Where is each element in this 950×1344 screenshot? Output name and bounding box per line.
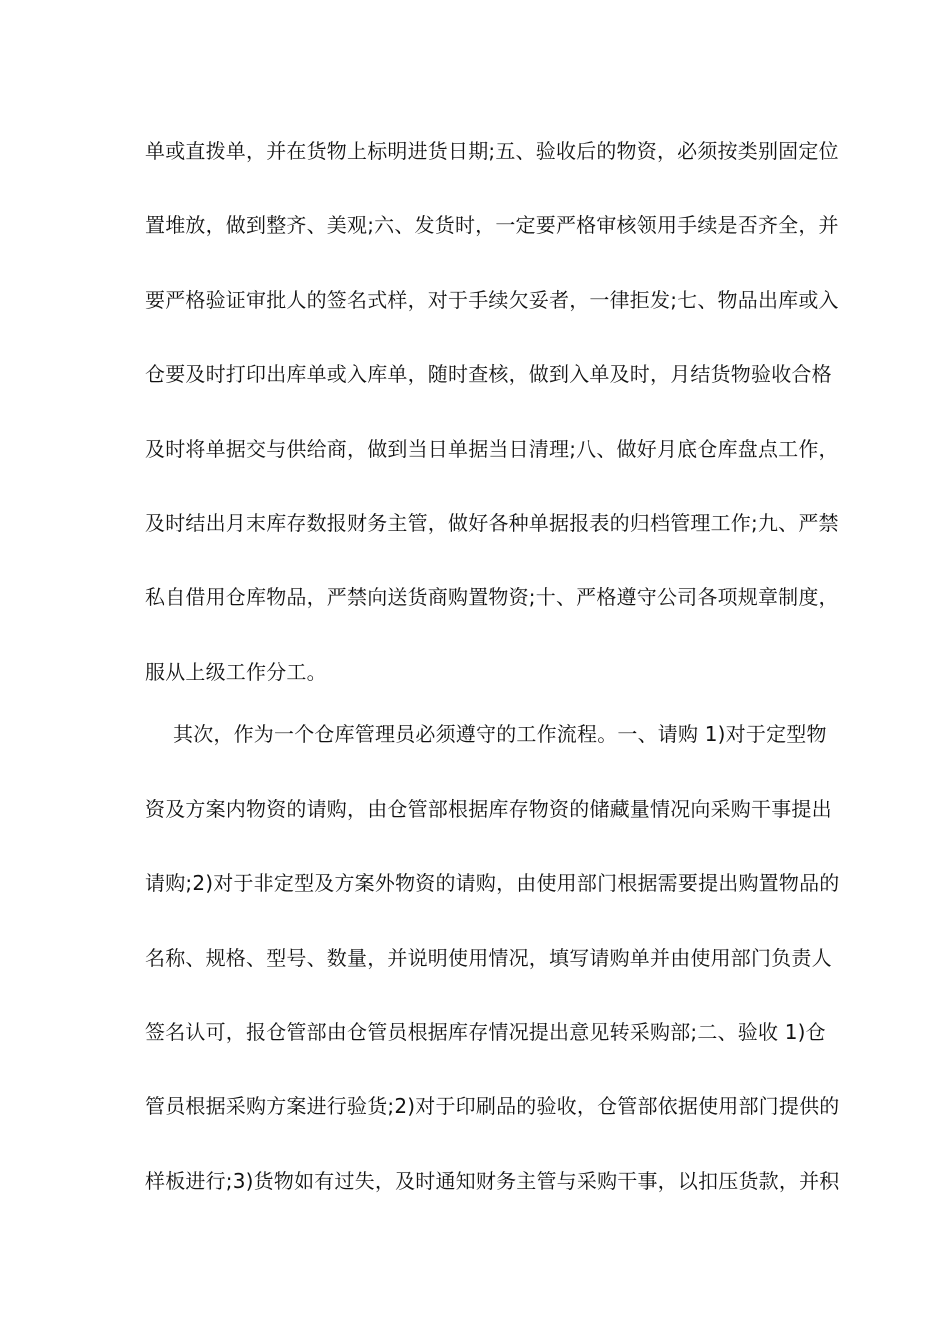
text-line: 管员根据采购方案进行验货;2)对于印刷品的验收，仓管部依据使用部门提供的: [145, 1094, 840, 1118]
text-line: 签名认可，报仓管部由仓管员根据库存情况提出意见转采购部;二、验收 1)仓: [145, 1020, 826, 1044]
text-line: 要严格验证审批人的签名式样，对于手续欠妥者，一律拒发;七、物品出库或入: [145, 288, 839, 312]
text-line: 名称、规格、型号、数量，并说明使用情况，填写请购单并由使用部门负责人: [145, 946, 832, 970]
text-line: 单或直拨单，并在货物上标明进货日期;五、验收后的物资，必须按类别固定位: [145, 139, 839, 163]
text-line: 请购;2)对于非定型及方案外物资的请购，由使用部门根据需要提出购置物品的: [145, 871, 840, 895]
text-line: 服从上级工作分工。: [145, 660, 327, 684]
text-line: 仓要及时打印出库单或入库单，随时查核，做到入单及时，月结货物验收合格: [145, 362, 832, 386]
text-line: 私自借用仓库物品，严禁向送货商购置物资;十、严格遵守公司各项规章制度，: [145, 585, 839, 609]
text-line: 及时将单据交与供给商，做到当日单据当日清理;八、做好月底仓库盘点工作，: [145, 437, 839, 461]
text-line: 资及方案内物资的请购，由仓管部根据库存物资的储藏量情况向采购干事提出: [145, 797, 832, 821]
text-line: 及时结出月末库存数报财务主管，做好各种单据报表的归档管理工作;九、严禁: [145, 511, 839, 535]
text-line: 样板进行;3)货物如有过失，及时通知财务主管与采购干事，以扣压货款，并积: [145, 1169, 840, 1193]
text-line: 其次，作为一个仓库管理员必须遵守的工作流程。一、请购 1)对于定型物: [173, 722, 827, 746]
text-line: 置堆放，做到整齐、美观;六、发货时，一定要严格审核领用手续是否齐全，并: [145, 213, 839, 237]
